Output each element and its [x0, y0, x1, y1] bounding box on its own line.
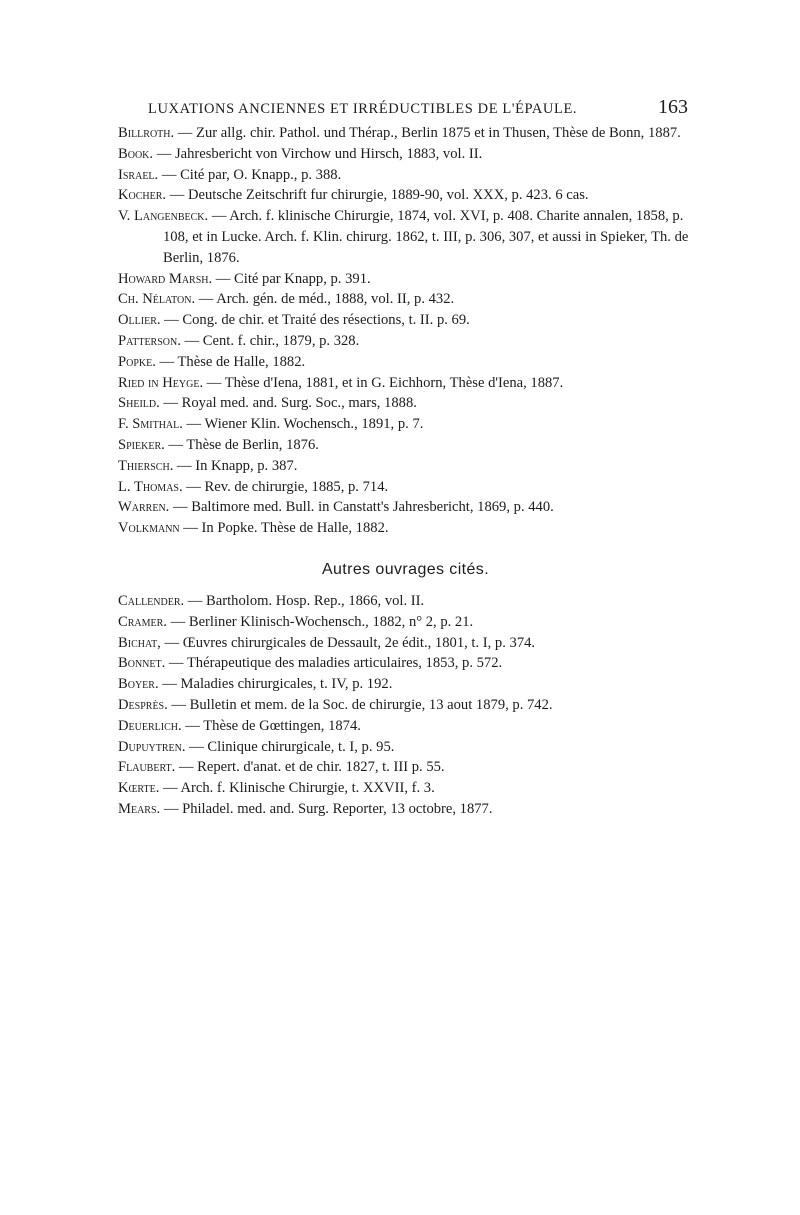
running-head [148, 96, 688, 119]
reference-entry [118, 289, 693, 310]
reference-author: Deuerlich. [118, 717, 182, 734]
reference-text: — Thèse de Gœttingen, 1874. [181, 717, 361, 734]
page-number: 163 [658, 96, 688, 118]
reference-text: — Œuvres chirurgicales de Dessault, 2e édit., 1801, t. I, p. 374. [160, 634, 536, 651]
reference-text: — Thérapeutique des maladies articulaires, 1853, p. 572. [165, 655, 503, 672]
reference-author: L. Thomas. [118, 478, 183, 495]
reference-text: — Bulletin et mem. de la Soc. de chirurgie, 13 aout 1879, p. 742. [167, 696, 553, 713]
reference-text: — Maladies chirurgicales, t. IV, p. 192. [158, 676, 393, 693]
reference-author: Spieker. [118, 436, 165, 453]
reference-text: — Royal med. and. Surg. Soc., mars, 1888. [159, 395, 417, 412]
reference-entry [118, 757, 693, 778]
reference-author: Volkmann [118, 520, 180, 537]
reference-text: — Jahresbericht von Virchow und Hirsch, 1883, vol. II. [153, 145, 483, 162]
reference-entry [118, 799, 693, 820]
reference-author: Sheild. [118, 395, 160, 412]
reference-author: Kocher. [118, 187, 167, 204]
reference-entry [118, 123, 693, 144]
reference-entry [118, 518, 693, 539]
reference-entry [118, 414, 693, 435]
reference-text: — Repert. d'anat. et de chir. 1827, t. III p. 55. [175, 759, 445, 776]
reference-author: Howard Marsh. [118, 270, 213, 287]
reference-entry [118, 393, 693, 414]
reference-entry [118, 269, 693, 290]
reference-text: — Cong. de chir. et Traité des résections, t. II. p. 69. [160, 312, 470, 329]
reference-entry [118, 206, 693, 268]
reference-entry [118, 144, 693, 165]
reference-entry [118, 331, 693, 352]
reference-entry [118, 477, 693, 498]
reference-author: Popke. [118, 353, 156, 370]
reference-entry [118, 695, 693, 716]
reference-text: — In Popke. Thèse de Halle, 1882. [179, 520, 389, 537]
reference-author: Ch. Nélaton. [118, 291, 196, 308]
reference-text: — Berliner Klinisch-Wochensch., 1882, n° 2, p. 21. [166, 613, 474, 630]
section-title: Autres ouvrages cités. [321, 560, 490, 578]
reference-author: Kœrte. [118, 780, 160, 797]
reference-text: — Arch. gén. de méd., 1888, vol. II, p. 432. [195, 291, 455, 308]
reference-entry [118, 612, 693, 633]
reference-entry [118, 653, 693, 674]
reference-text: — Zur allg. chir. Pathol. und Thérap., Berlin 1875 et in Thusen, Thèse de Bonn, 1887. [174, 125, 681, 141]
reference-text: — Arch. f. klinische Chirurgie, 1874, vol. XVI, p. 408. Charite annalen, 1858, p. 108, et in Lucke. Arch. f. Klin. chirurg. 1862, t. III, p. 306, 307, et aussi in Spieker, Th. de Berlin, 1876. [163, 208, 689, 266]
reference-text: — Arch. f. Klinische Chirurgie, t. XXVII, f. 3. [159, 780, 435, 797]
reference-entry [118, 591, 693, 612]
reference-author: Bonnet. [118, 655, 166, 672]
reference-entry [118, 352, 693, 373]
reference-author: Ollier. [118, 312, 161, 329]
reference-author: Ried in Heyge. [118, 374, 204, 391]
reference-text: — Wiener Klin. Wochensch., 1891, p. 7. [182, 416, 424, 433]
reference-entry [118, 633, 693, 654]
running-head-title: LUXATIONS ANCIENNES ET IRRÉDUCTIBLES DE L'ÉPAULE. [148, 101, 578, 117]
reference-entry [118, 435, 693, 456]
reference-entry [118, 310, 693, 331]
reference-entry [118, 674, 693, 695]
reference-text: — Philadel. med. and. Surg. Reporter, 13 octobre, 1877. [160, 800, 493, 817]
reference-entry [118, 737, 693, 758]
reference-author: Israel. [118, 166, 159, 183]
reference-text: — Cité par Knapp, p. 391. [212, 270, 371, 287]
reference-author: Bichat, [118, 634, 161, 651]
reference-text: — Deutsche Zeitschrift fur chirurgie, 1889-90, vol. XXX, p. 423. 6 cas. [166, 187, 589, 204]
reference-text: — Thèse de Berlin, 1876. [164, 436, 319, 453]
reference-author: Thiersch. [118, 457, 174, 474]
reference-entry [118, 497, 693, 518]
reference-entry [118, 185, 693, 206]
reference-list [118, 123, 693, 539]
reference-text: — Cité par, O. Knapp., p. 388. [158, 166, 342, 183]
reference-author: Boyer. [118, 676, 159, 693]
reference-author: Book. [118, 145, 154, 162]
reference-author: Flaubert. [118, 759, 176, 776]
bibliography [118, 123, 693, 820]
reference-author: Billroth. [118, 125, 175, 141]
reference-author: V. Langenbeck. [118, 208, 209, 225]
reference-text: — Thèse d'Iena, 1881, et in G. Eichhorn, Thèse d'Iena, 1887. [203, 374, 564, 391]
reference-author: Mears. [118, 800, 161, 817]
reference-text: — Thèse de Halle, 1882. [155, 353, 306, 370]
reference-text: — Bartholom. Hosp. Rep., 1866, vol. II. [184, 592, 425, 609]
reference-entry [118, 165, 693, 186]
reference-entry [118, 778, 693, 799]
reference-author: F. Smithal. [118, 416, 183, 433]
reference-author: Cramer. [118, 613, 167, 630]
reference-text: — Baltimore med. Bull. in Canstatt's Jahresbericht, 1869, p. 440. [169, 499, 554, 516]
reference-entry [118, 456, 693, 477]
reference-entry [118, 716, 693, 737]
reference-text: — Cent. f. chir., 1879, p. 328. [180, 332, 360, 349]
reference-author: Callender. [118, 592, 185, 609]
reference-author: Dupuytren. [118, 738, 186, 755]
reference-author: Warren. [118, 499, 170, 516]
reference-text: — Rev. de chirurgie, 1885, p. 714. [182, 478, 389, 495]
reference-author: Desprès. [118, 696, 168, 713]
reference-text: — In Knapp, p. 387. [173, 457, 298, 474]
reference-entry [118, 373, 693, 394]
other-works-list [118, 591, 693, 820]
reference-text: — Clinique chirurgicale, t. I, p. 95. [185, 738, 395, 755]
reference-author: Patterson. [118, 332, 181, 349]
